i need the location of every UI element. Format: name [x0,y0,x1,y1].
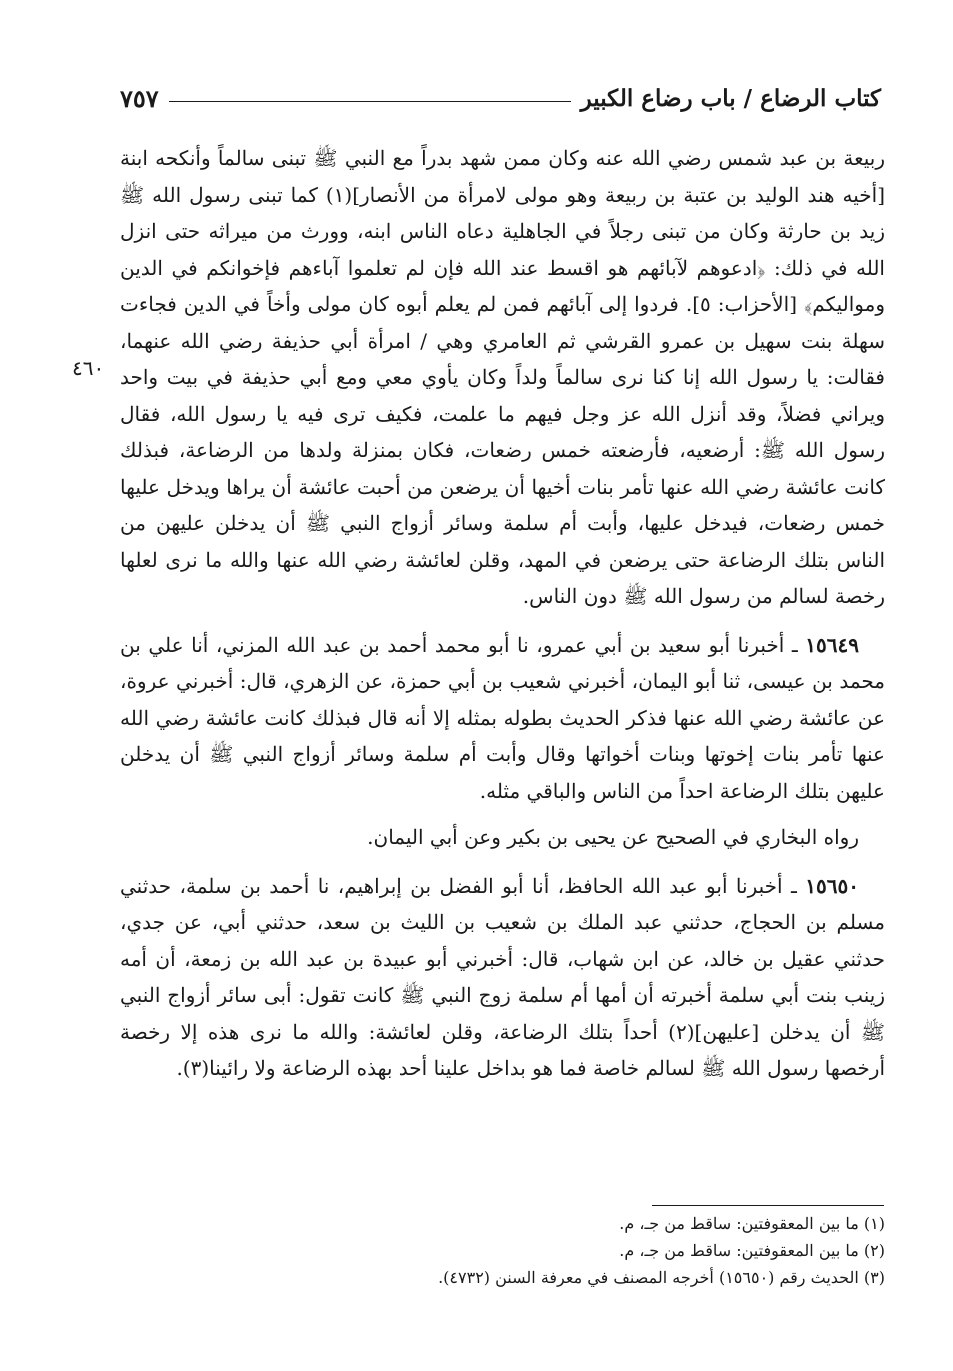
footnote-1: (١) ما بين المعقوفتين: ساقط من جـ، م. [619,1214,885,1233]
footnotes [120,1210,885,1291]
margin-page-reference: ٤٦٠ [72,356,105,380]
hadith-text: ـ أخبرنا أبو سعيد بن أبي عمرو، نا أبو محمد أحمد بن عبد الله المزني، أنا علي بن محمد بن عيسى، ثنا أبو اليمان، أخبرني شعيب بن أبي حمزة، عن الزهري، قال: أخبرني عروة، عن عائشة رضي الله عنها فذكر الحديث بطوله بمثله إلا أنه قال فبذلك كانت عائشة رضي الله عنها تأمر بنات إخوتها وبنات أخواتها وقال وأبت أم سلمة وسائر أزواج النبي ﷺ أن يدخلن عليهن بتلك الرضاعة احداً من الناس والباقي مثله. [120,632,885,803]
running-title: كتاب الرضاع / باب رضاع الكبير [580,84,881,112]
page-number: ٧٥٧ [120,83,159,113]
hadith-text: ـ أخبرنا أبو عبد الله الحافظ، أنا أبو الفضل بن إبراهيم، نا أحمد بن سلمة، حدثني مسلم بن الحجاج، حدثني عبد الملك بن شعيب بن الليث بن سعد، حدثني أبي، عن جدي، حدثني عقيل بن خالد، عن ابن شهاب، قال: أخبرني أبو عبيدة بن عبد الله بن زمعة، أن أمه زينب بنت أبي سلمة أخبرته أن أمها أم سلمة زوج النبي ﷺ كانت تقول: أبى سائر أزواج النبي ﷺ أن يدخلن [عليهن](٢) أحداً بتلك الرضاعة، وقلن لعائشة: والله ما نرى هذه إلا رخصة أرخصها رسول الله ﷺ لسالم خاصة فما هو بداخل علينا أحد بهذه الرضاعة ولا رائينا(٣). [120,873,885,1080]
hadith-number: ١٥٦٥٠ [805,873,859,898]
footnote-separator [652,1205,884,1206]
hadith-number: ١٥٦٤٩ [805,632,859,657]
header-rule [169,101,571,102]
page-header [120,78,881,118]
main-text [120,140,885,1087]
footnote-2: (٢) ما بين المعقوفتين: ساقط من جـ، م. [619,1241,885,1260]
hadith-15650 [120,868,885,1087]
hadith-15649 [120,627,885,810]
footnote-3: (٣) الحديث رقم (١٥٦٥٠) أخرجه المصنف في معرفة السنن (٤٧٣٢). [438,1268,885,1287]
riwaya-note: رواه البخاري في الصحيح عن يحيى بن بكير وعن أبي اليمان. [367,825,859,849]
paragraph-continued: ربيعة بن عبد شمس رضي الله عنه وكان ممن شهد بدراً مع النبي ﷺ تبنى سالماً وأنكحه ابنة [أخيه هند الوليد بن عتبة بن ربيعة وهو مولى لامرأة من الأنصار](١) كما تبنى رسول الله ﷺ زيد بن حارثة وكان من تبنى رجلاً في الجاهلية دعاه الناس ابنه، وورث من ميراثه حتى انزل الله في ذلك: ﴿ادعوهم لآبائهم هو اقسط عند الله فإن لم تعلموا آباءهم فإخوانكم في الدين ومواليكم﴾ [الأحزاب: ٥]. فردوا إلى آبائهم فمن لم يعلم أبوه كان مولى وأخاً في الدين فجاءت سهلة بنت سهيل بن عمرو القرشي ثم العامري وهي / امرأة أبي حذيفة رضي الله عنهما، فقالت: يا رسول الله إنا كنا نرى سالماً ولداً وكان يأوي معي ومع أبي حذيفة في بيت واحد ويراني فضلاً، وقد أنزل الله عز وجل فيهم ما علمت، فكيف ترى فيه يا رسول الله، فقال رسول الله ﷺ: أرضعيه، فأرضعته خمس رضعات، فكان بمنزلة ولدها من الرضاعة، فبذلك كانت عائشة رضي الله عنها تأمر بنات أخيها أن يرضعن من أحبت عائشة أن يراها ويدخل عليها خمس رضعات، فيدخل عليها، وأبت أم سلمة وسائر أزواج النبي ﷺ أن يدخلن عليهن من الناس بتلك الرضاعة حتى يرضعن في المهد، وقلن لعائشة رضي الله عنها والله ما نرى لعلها رخصة لسالم من رسول الله ﷺ دون الناس. [120,146,885,608]
